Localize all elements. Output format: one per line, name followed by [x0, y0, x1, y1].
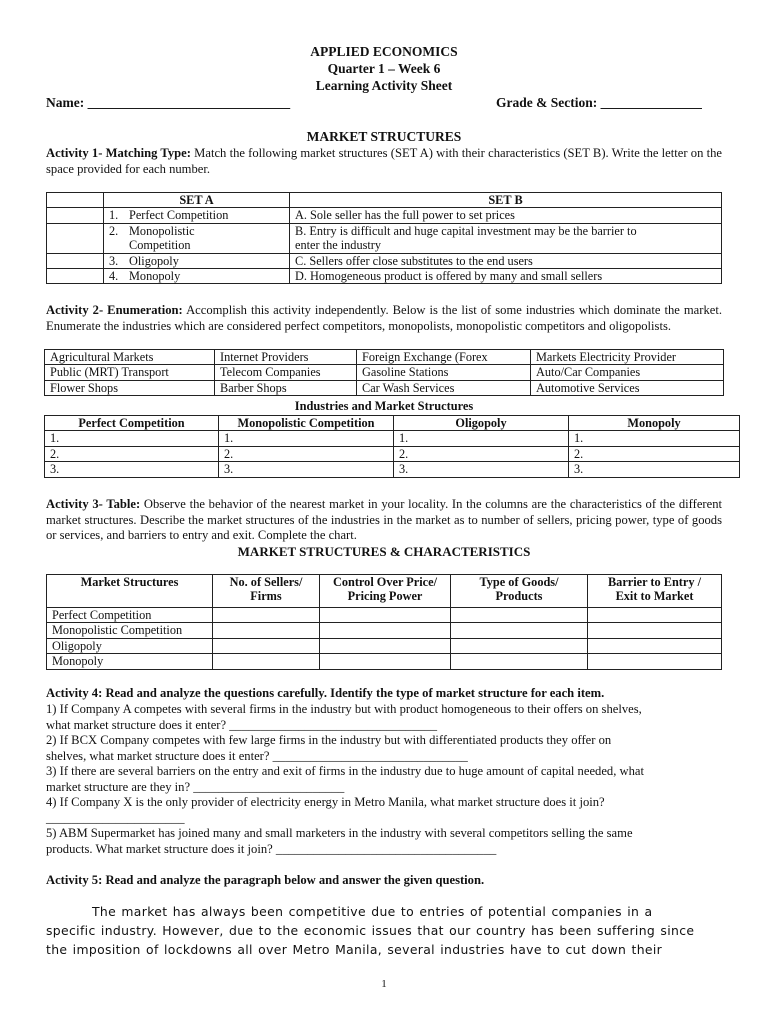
question-2: 2) If BCX Company competes with few large firms in the industry but with differentiated products they offer on shelves, what market structure does it enter? _______________________________ [46, 733, 612, 763]
paragraph-line-3: the imposition of lockdowns all over Metro Manila, several industries have to cut down their [46, 942, 663, 957]
activity1-label: Activity 1- Matching Type: [46, 146, 191, 160]
table-row: 2. Monopolistic Competition B. Entry is difficult and huge capital investment may be the barrier to enter the industry [47, 223, 722, 253]
table-row: Perfect Competition [47, 608, 722, 623]
matching-table [46, 192, 722, 284]
table-row: 1. Perfect Competition A. Sole seller has the full power to set prices [47, 208, 722, 223]
table-row: Monopoly [47, 654, 722, 669]
activity3-text: Observe the behavior of the nearest market in your locality. In the columns are the characteristics of the different market structures. Describe the market structures of the industries in the market as to number of sellers, pricing power, type of goods or services, and barriers to entry and exit. Complete the chart. [46, 497, 722, 543]
characteristics-table: Market Structures No. of Sellers/ Firms Control Over Price/ Pricing Power Type of Goods/ Products Barrier to Entry / Exit to Market Perfect Competition Monopolistic Competition Oligopoly Monopoly [46, 574, 722, 670]
activity3-instructions [46, 497, 722, 544]
table-row: Oligopoly [47, 638, 722, 653]
table-row: 1. 1. 1. 1. [45, 431, 740, 446]
table-row: 4. Monopoly D. Homogeneous product is offered by many and small sellers [47, 269, 722, 284]
table-row: Agricultural Markets Internet Providers Foreign Exchange (Forex Markets Electricity Provider [45, 350, 724, 365]
subject-title: APPLIED ECONOMICS [310, 44, 458, 59]
paragraph-line-2: specific industry. However, due to the economic issues that our country has been suffering since [46, 923, 695, 938]
table-row: 3. Oligopoly C. Sellers offer close substitutes to the end users [47, 253, 722, 268]
table-row: Monopolistic Competition [47, 623, 722, 638]
table-row: 2. 2. 2. 2. [45, 446, 740, 461]
activity1-instructions [46, 146, 722, 177]
activity4-label: Activity 4: Read and analyze the questions carefully. Identify the type of market structure for each item. [46, 686, 605, 700]
table-row: Flower Shops Barber Shops Car Wash Services Automotive Services [45, 380, 724, 395]
industries-table [44, 349, 724, 396]
name-field: Name: ______________________________ [46, 95, 291, 110]
topic-title: MARKET STRUCTURES [306, 129, 462, 144]
activity3-label: Activity 3- Table: [46, 497, 141, 511]
question-4: 4) If Company X is the only provider of electricity energy in Metro Manila, what market structure does it join? ______________________ [46, 795, 605, 825]
matching-blank-header [47, 193, 104, 208]
table-row: Public (MRT) Transport Telecom Companies Gasoline Stations Auto/Car Companies [45, 365, 724, 380]
activity2-instructions [46, 303, 722, 334]
enumeration-table: Perfect Competition Monopolistic Competition Oligopoly Monopoly 1. 1. 1. 1. 2. 2. 2. 2. 3. 3. 3. 3. [44, 415, 740, 478]
question-1: 1) If Company A competes with several firms in the industry but with product homogeneous to their offers on shelves, what market structure does it enter? _________________________________ [46, 702, 642, 732]
activity5-label: Activity 5: Read and analyze the paragraph below and answer the given question. [46, 873, 485, 887]
grade-section-field: Grade & Section: _______________ [496, 95, 702, 110]
quarter-title: Quarter 1 – Week 6 [327, 61, 441, 76]
table-row: 3. 3. 3. 3. [45, 462, 740, 477]
sheet-title: Learning Activity Sheet [315, 78, 453, 93]
chart-title: MARKET STRUCTURES & CHARACTERISTICS [237, 544, 531, 559]
question-5: 5) ABM Supermarket has joined many and small marketers in the industry with several competitors selling the same products. What market structure does it join? ___________________________________ [46, 826, 633, 856]
question-3: 3) If there are several barriers on the entry and exit of firms in the industry due to huge amount of capital needed, what market structure are they in? ________________________ [46, 764, 644, 794]
activity1-text: Match the following market structures (SET A) with their characteristics (SET B). Write the letter on the space provided for each number. [46, 146, 722, 176]
industries-table-title: Industries and Market Structures [294, 399, 474, 413]
activity2-label: Activity 2- Enumeration: [46, 303, 183, 317]
activity2-text: Accomplish this activity independently. Below is the list of some industries which dominate the market. Enumerate the industries which are considered perfect competitors, monopolists, monopolistic competitors and oligopolists. [46, 303, 723, 333]
set-b-header: SET B [290, 193, 722, 208]
paragraph-line-1: The market has always been competitive due to entries of potential companies in a [92, 904, 653, 919]
page-number: 1 [381, 978, 387, 990]
set-a-header: SET A [104, 193, 290, 208]
